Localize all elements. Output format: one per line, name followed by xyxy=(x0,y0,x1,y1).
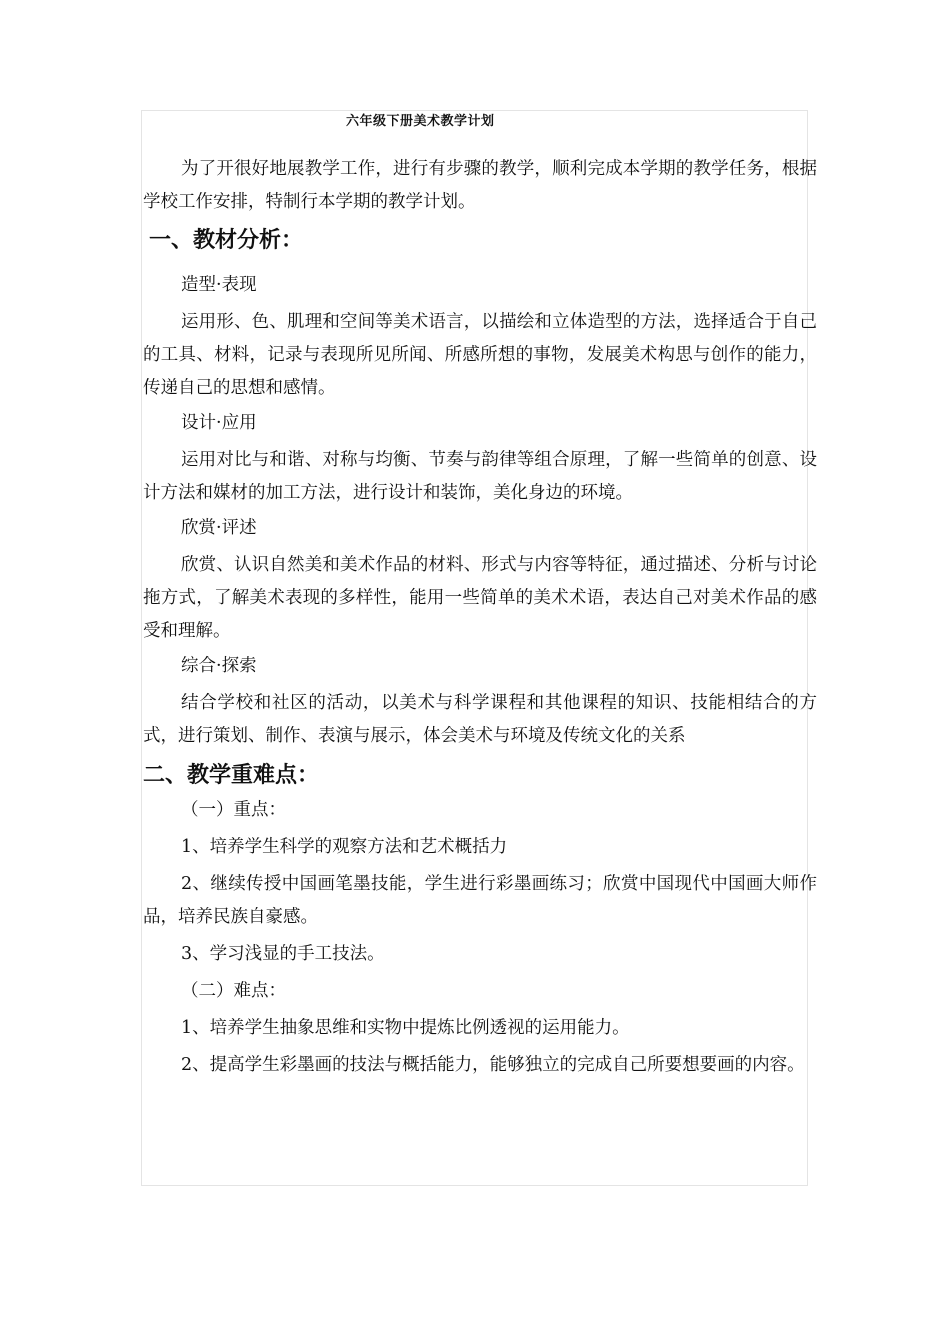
key-points-label: （一）重点： xyxy=(181,800,286,820)
item-title: 造型·表现 xyxy=(181,275,257,295)
list-item: 2、继续传授中国画笔墨技能，学生进行彩墨画练习；欣赏中国现代中国画大师作品，培养民族自豪感。 xyxy=(143,874,817,927)
item-body: 运用对比与和谐、对称与均衡、节奏与韵律等组合原理，了解一些简单的创意、设计方法和媒材的加工方法，进行设计和装饰，美化身边的环境。 xyxy=(143,450,817,503)
materials-section xyxy=(143,269,817,753)
difficulties-label: （二）难点： xyxy=(181,981,286,1001)
section-heading-materials: 一、教材分析： xyxy=(149,228,304,253)
list-item: 1、培养学生科学的观察方法和艺术概括力 xyxy=(181,837,508,857)
list-item: 3、学习浅显的手工技法。 xyxy=(181,944,385,964)
intro-paragraph: 为了开很好地展教学工作，进行有步骤的教学，顺利完成本学期的教学任务，根据学校工作安排，特制行本学期的教学计划。 xyxy=(143,159,817,212)
section-heading-key-points: 二、教学重难点： xyxy=(143,763,320,788)
item-body: 运用形、色、肌理和空间等美术语言，以描绘和立体造型的方法，选择适合于自己的工具、材料，记录与表现所见所闻、所感所想的事物，发展美术构思与创作的能力，传递自己的思想和感情。 xyxy=(143,312,817,398)
list-item: 1、培养学生抽象思维和实物中提炼比例透视的运用能力。 xyxy=(181,1018,630,1038)
item-body: 结合学校和社区的活动，以美术与科学课程和其他课程的知识、技能相结合的方式，进行策划、制作、表演与展示，体会美术与环境及传统文化的关系 xyxy=(143,693,817,746)
document-title: 六年级下册美术教学计划 xyxy=(346,114,495,129)
item-title: 综合·探索 xyxy=(181,656,257,676)
item-title: 欣赏·评述 xyxy=(181,518,257,538)
document-body xyxy=(143,110,817,1082)
item-title: 设计·应用 xyxy=(181,413,257,433)
list-item: 2、提高学生彩墨画的技法与概括能力，能够独立的完成自己所要想要画的内容。 xyxy=(181,1055,805,1075)
key-points-section xyxy=(143,794,817,1082)
item-body: 欣赏、认识自然美和美术作品的材料、形式与内容等特征，通过描述、分析与讨论拖方式，了解美术表现的多样性，能用一些简单的美术术语，表达自己对美术作品的感受和理解。 xyxy=(143,555,817,641)
